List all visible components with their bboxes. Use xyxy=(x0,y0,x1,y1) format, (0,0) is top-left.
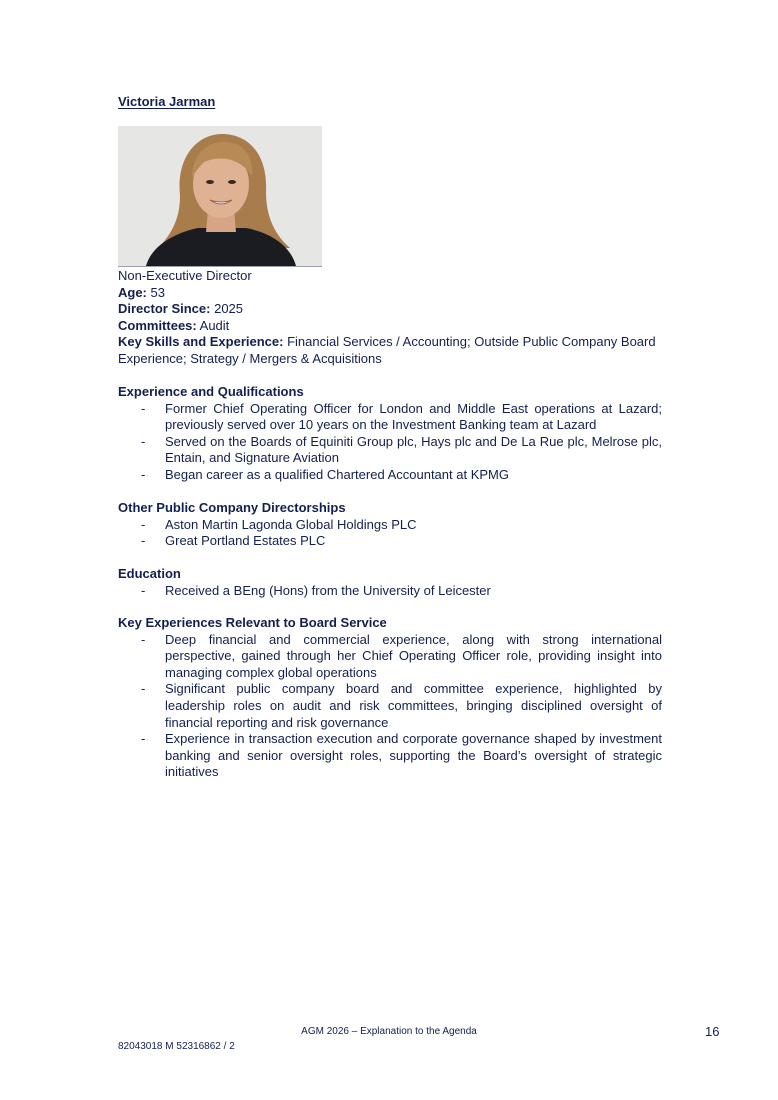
age-value: 53 xyxy=(146,284,165,300)
list-item-text: Great Portland Estates PLC xyxy=(165,533,326,549)
key-experiences-list xyxy=(118,632,662,781)
list-item xyxy=(118,533,662,550)
page-number: 16 xyxy=(705,1024,720,1039)
bullet-dash: - xyxy=(141,582,146,598)
list-item-text: Significant public company board and committee experience, highlighted by leadership roles on audit and risk committees, bringing disciplined oversight of financial reporting and risk governance xyxy=(165,681,662,730)
experience-heading: Experience and Qualifications xyxy=(118,384,304,399)
bullet-dash: - xyxy=(141,681,146,697)
committees-label: Committees: xyxy=(118,317,197,333)
list-item xyxy=(118,681,662,731)
committees-value: Audit xyxy=(196,317,230,333)
education-section xyxy=(118,566,662,599)
footer-title: AGM 2026 – Explanation to the Agenda xyxy=(301,1026,477,1037)
list-item xyxy=(118,401,662,434)
list-item xyxy=(118,632,662,682)
key-experiences-heading: Key Experiences Relevant to Board Service xyxy=(118,615,387,630)
bullet-dash: - xyxy=(141,533,146,549)
director-skills xyxy=(118,334,662,367)
director-since xyxy=(118,301,662,318)
director-age xyxy=(118,285,662,302)
directorships-heading: Other Public Company Directorships xyxy=(118,500,346,515)
since-value: 2025 xyxy=(210,301,244,317)
bullet-dash: - xyxy=(141,433,146,449)
age-label: Age: xyxy=(118,284,147,300)
list-item-text: Began career as a qualified Chartered Accountant at KPMG xyxy=(165,466,509,482)
list-item xyxy=(118,731,662,781)
bullet-dash: - xyxy=(141,731,146,747)
bullet-dash: - xyxy=(141,631,146,647)
bullet-dash: - xyxy=(141,466,146,482)
director-name: Victoria Jarman xyxy=(118,94,216,109)
document-reference: 82043018 M 52316862 / 2 xyxy=(118,1041,235,1052)
director-committees xyxy=(118,318,662,335)
director-info xyxy=(118,268,662,368)
list-item-text: Received a BEng (Hons) from the University of Leicester xyxy=(165,582,491,598)
list-item xyxy=(118,434,662,467)
list-item xyxy=(118,467,662,484)
since-label: Director Since: xyxy=(118,301,211,317)
director-photo xyxy=(118,126,322,267)
directorships-list xyxy=(118,517,662,550)
list-item-text: Experience in transaction execution and corporate governance shaped by investment banking and senior oversight roles, supporting the Board’s oversight of strategic initiatives xyxy=(165,731,662,780)
experience-section xyxy=(118,384,662,484)
list-item-text: Aston Martin Lagonda Global Holdings PLC xyxy=(165,516,417,532)
list-item-text: Served on the Boards of Equiniti Group plc, Hays plc and De La Rue plc, Melrose plc, Entain, and Signature Aviation xyxy=(165,433,662,466)
list-item xyxy=(118,517,662,534)
skills-label: Key Skills and Experience: xyxy=(118,334,284,350)
experience-list xyxy=(118,401,662,484)
bullet-dash: - xyxy=(141,516,146,532)
education-list xyxy=(118,583,662,600)
list-item xyxy=(118,583,662,600)
bullet-dash: - xyxy=(141,400,146,416)
education-heading: Education xyxy=(118,566,181,581)
skills-value: Financial Services / Accounting; Outside Public Company Board Experience; Strategy / Mergers & Acquisitions xyxy=(118,334,656,366)
director-role: Non-Executive Director xyxy=(118,268,252,283)
directorships-section xyxy=(118,500,662,550)
list-item-text: Deep financial and commercial experience, along with strong international perspective, gained through her Chief Operating Officer role, providing insight into managing complex global operations xyxy=(165,631,662,680)
list-item-text: Former Chief Operating Officer for London and Middle East operations at Lazard; previously served over 10 years on the Investment Banking team at Lazard xyxy=(165,400,662,433)
key-experiences-section xyxy=(118,615,662,781)
